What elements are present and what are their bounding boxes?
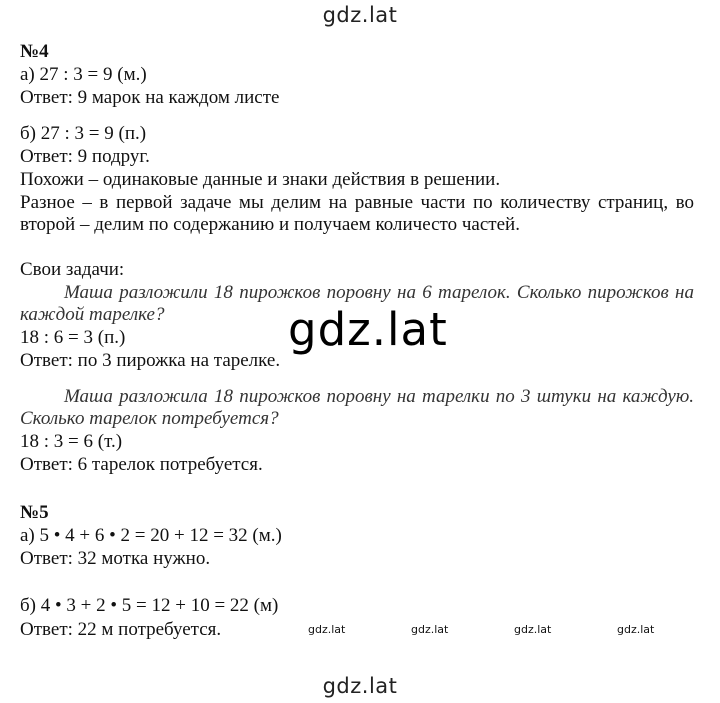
task4-a-calculation: а) 27 : 3 = 9 (м.)	[20, 64, 147, 85]
watermark-top: gdz.lat	[322, 3, 398, 27]
watermark-small-4: gdz.lat	[617, 623, 655, 636]
task5-b-calculation: б) 4 • 3 + 2 • 5 = 12 + 10 = 22 (м)	[20, 595, 279, 616]
task4-b-answer: Ответ: 9 подруг.	[20, 146, 150, 167]
watermark-center: gdz.lat	[288, 303, 448, 356]
watermark-small-1: gdz.lat	[308, 623, 346, 636]
own-task1-text: Маша разложили 18 пирожков поровну на 6 тарелок. Сколько пирожков на каждой тарелке?	[20, 282, 694, 325]
task5-b-answer: Ответ: 22 м потребуется.	[20, 619, 222, 640]
own-task2-text: Маша разложила 18 пирожков поровну на тарелки по 3 штуки на каждую. Сколько тарелок потребуется?	[20, 386, 694, 429]
watermark-small-2: gdz.lat	[411, 623, 449, 636]
task4-heading: №4	[20, 41, 49, 62]
task4-different-text: Разное – в первой задаче мы делим на равные части по количеству страниц, во второй – делим по содержанию и получаем количесто частей.	[20, 192, 694, 235]
task4-a-answer: Ответ: 9 марок на каждом листе	[20, 87, 280, 108]
own-task2-answer: Ответ: 6 тарелок потребуется.	[20, 454, 263, 475]
own-task1-answer: Ответ: по 3 пирожка на тарелке.	[20, 350, 281, 371]
watermark-small-3: gdz.lat	[514, 623, 552, 636]
task5-a-answer: Ответ: 32 мотка нужно.	[20, 548, 211, 569]
own-tasks-heading: Свои задачи:	[20, 259, 125, 280]
own-task1-calculation: 18 : 6 = 3 (п.)	[20, 327, 126, 348]
watermark-bottom: gdz.lat	[322, 674, 398, 698]
task4-similar-text: Похожи – одинаковые данные и знаки действия в решении.	[20, 169, 501, 190]
task5-heading: №5	[20, 502, 49, 523]
task5-a-calculation: а) 5 • 4 + 6 • 2 = 20 + 12 = 32 (м.)	[20, 525, 282, 546]
task4-b-calculation: б) 27 : 3 = 9 (п.)	[20, 123, 147, 144]
own-task2-calculation: 18 : 3 = 6 (т.)	[20, 431, 123, 452]
